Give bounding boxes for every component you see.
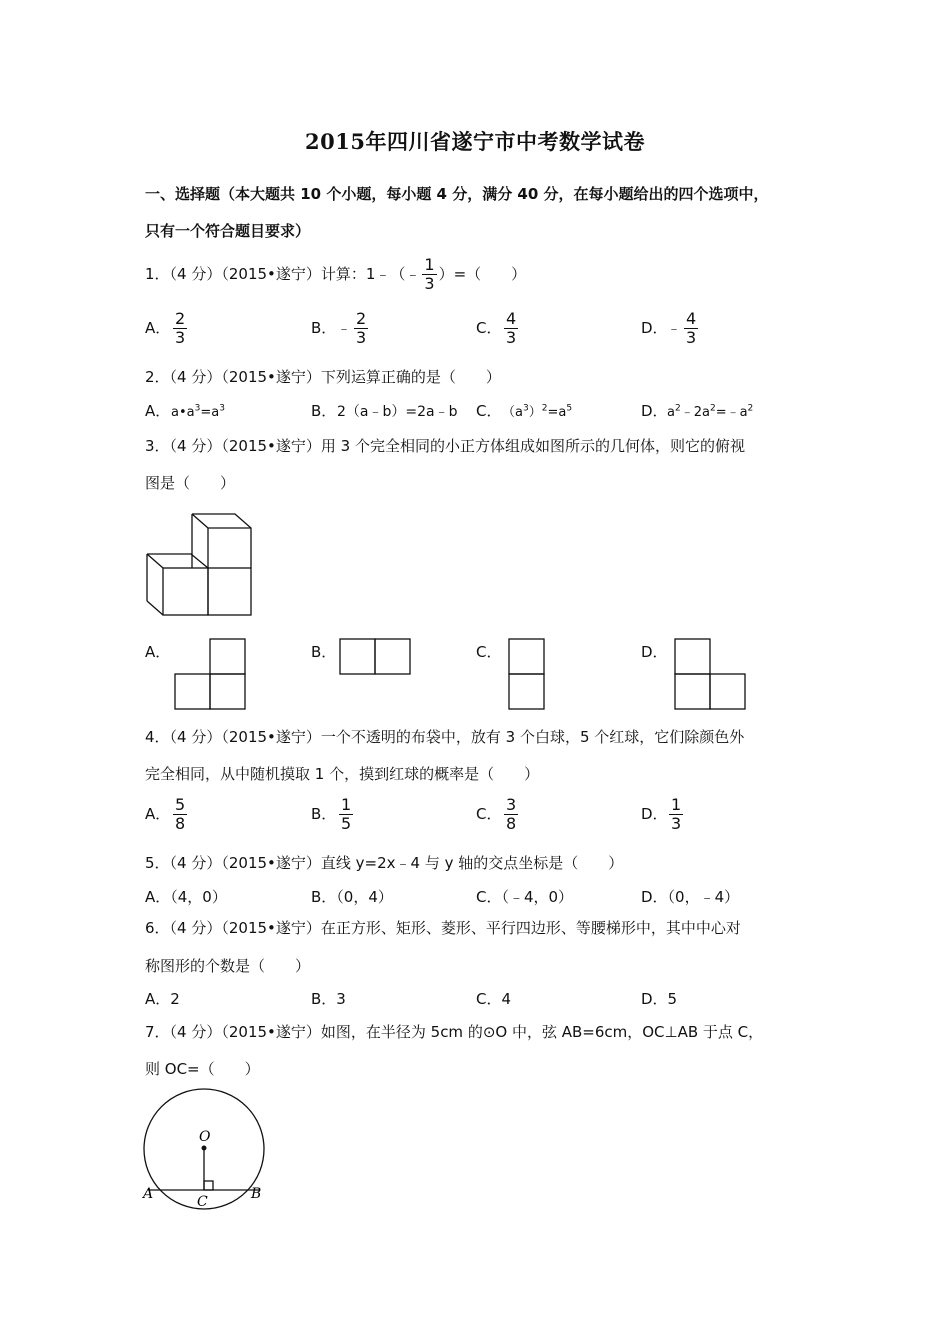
q2-option-c[interactable]: C．$(a^3)^2=a^5$ [476,402,573,420]
q3-option-b[interactable]: B． [311,643,337,661]
center-point [202,1146,207,1151]
q4-option-b[interactable]: B． $\frac{1}{5}$ [311,795,352,833]
q6-option-a[interactable]: A．2 [145,990,180,1008]
question-1-fraction [422,256,436,293]
section-heading-line1: 一、选择题（本大题共 10 个小题，每小题 4 分，满分 40 分，在每小题给出的四个选项中， [145,185,769,203]
question-3-line2: 图是（ ） [145,474,236,492]
q3-option-c[interactable]: C． [476,643,502,661]
circle-figure [138,1090,270,1220]
page-title: 2015年四川省遂宁市中考数学试卷 [305,129,645,154]
cube-solid-figure [140,508,260,620]
q3-option-a-figure [175,638,247,710]
label-a: A [143,1186,154,1202]
q1-option-d[interactable]: D．﹣ $\frac{4}{3}$ [641,309,697,347]
q2-option-a[interactable]: A．$a•a^3=a^3$ [145,402,225,420]
right-angle-mark [204,1181,213,1190]
q6-option-d[interactable]: D．5 [641,990,678,1008]
question-1-suffix: ）=（ ） [438,265,527,283]
label-o: O [199,1129,211,1145]
q5-option-c[interactable]: C．（﹣4，0） [476,888,574,906]
q3-option-c-figure [508,638,546,710]
q5-option-b[interactable]: B．（0，4） [311,888,393,906]
question-1 [145,256,526,293]
q1-option-c[interactable]: C． $\frac{4}{3}$ [476,309,517,347]
q3-option-b-figure [340,638,412,676]
question-6-line2: 称图形的个数是（ ） [145,957,311,975]
q4-option-a[interactable]: A． $\frac{5}{8}$ [145,795,186,833]
q6-option-c[interactable]: C．4 [476,990,512,1008]
section-heading-line2: 只有一个符合题目要求） [145,222,311,240]
q6-option-b[interactable]: B．3 [311,990,346,1008]
q5-option-a[interactable]: A．（4，0） [145,888,227,906]
question-4-line1: 4．（4 分）（2015•遂宁）一个不透明的布袋中，放有 3 个白球，5 个红球，它们除颜色外 [145,728,745,746]
question-7-line2: 则 OC=（ ） [145,1060,260,1078]
q1-option-b[interactable]: B．﹣ $\frac{2}{3}$ [311,309,367,347]
label-c: C [197,1194,208,1210]
label-b: B [251,1186,262,1202]
fraction-numerator: 1 [424,255,435,274]
question-4-line2: 完全相同，从中随机摸取 1 个，摸到红球的概率是（ ） [145,765,540,783]
q5-option-d[interactable]: D．（0，﹣4） [641,888,740,906]
fraction-denominator: 3 [424,274,435,293]
question-7-line1: 7．（4 分）（2015•遂宁）如图，在半径为 5cm 的⊙O 中，弦 AB=6cm，OC⊥AB 于点 C， [145,1023,764,1041]
question-6-line1: 6．（4 分）（2015•遂宁）在正方形、矩形、菱形、平行四边形、等腰梯形中，其中中心对 [145,919,741,937]
q2-option-d[interactable]: D．$a^2﹣2a^2=﹣a^2$ [641,402,754,420]
question-3-line1: 3．（4 分）（2015•遂宁）用 3 个完全相同的小正方体组成如图所示的几何体，则它的俯视 [145,437,745,455]
q1-option-a[interactable]: A． $\frac{2}{3}$ [145,309,186,347]
q3-option-a[interactable]: A． [145,643,171,661]
q2-option-b[interactable]: B．2（a﹣b）=2a﹣b [311,402,458,420]
q3-option-d-figure [674,638,746,710]
question-5: 5．（4 分）（2015•遂宁）直线 y=2x﹣4 与 y 轴的交点坐标是（ ） [145,854,624,872]
q3-option-d[interactable]: D． [641,643,668,661]
q4-option-c[interactable]: C． $\frac{3}{8}$ [476,795,517,833]
q4-option-d[interactable]: D． $\frac{1}{3}$ [641,795,682,833]
question-2: 2．（4 分）（2015•遂宁）下列运算正确的是（ ） [145,368,501,386]
question-1-prefix: 1．（4 分）（2015•遂宁）计算：1﹣（﹣ [145,265,421,283]
